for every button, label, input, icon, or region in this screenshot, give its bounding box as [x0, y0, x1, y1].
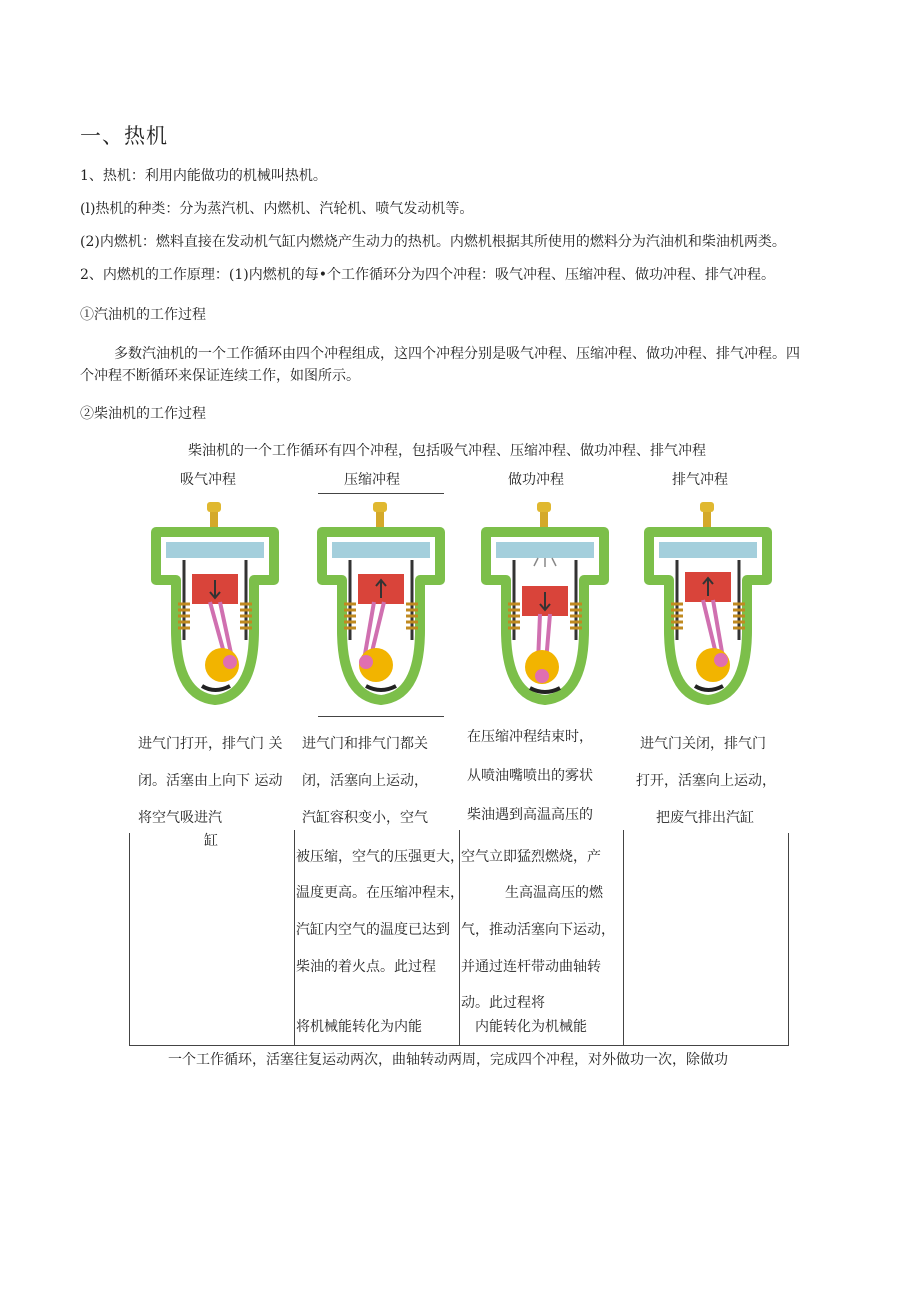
compression-stroke-diagram — [316, 500, 446, 710]
table-border-right — [788, 833, 789, 1046]
cycle-summary: 一个工作循环，活塞往复运动两次，曲轴转动两周，完成四个冲程，对外做功一次，除做功 — [168, 1052, 728, 1068]
power-desc-line: 动。此过程将 — [461, 995, 545, 1011]
subheading-gasoline: ①汽油机的工作过程 — [80, 307, 206, 323]
power-desc-line: 从喷油嘴喷出的雾状 — [467, 768, 593, 784]
compression-frame-top — [318, 493, 444, 494]
paragraph-heat-engine: 1、热机：利用内能做功的机械叫热机。 — [80, 168, 327, 184]
intake-desc-line: 闭。活塞由上向下 运动 — [138, 773, 283, 789]
stroke-title-exhaust: 排气冲程 — [672, 472, 728, 488]
compression-desc-line: 温度更高。在压缩冲程末， — [296, 885, 464, 901]
compression-desc-line: 闭，活塞向上运动， — [302, 773, 428, 789]
compression-frame-bottom — [318, 716, 444, 717]
exhaust-desc-line: 把废气排出汽缸 — [656, 810, 754, 826]
power-desc-line: 气，推动活塞向下运动， — [461, 922, 615, 938]
power-desc-line: 生高温高压的燃 — [505, 885, 603, 901]
gasoline-body-line1: 多数汽油机的一个工作循环由四个冲程组成，这四个冲程分别是吸气冲程、压缩冲程、做功冲程、排气冲程。四 — [114, 346, 800, 362]
exhaust-stroke-diagram — [643, 500, 773, 710]
subheading-diesel: ②柴油机的工作过程 — [80, 406, 206, 422]
spark-plug-icon — [373, 502, 387, 512]
paragraph-working-principle: 2、内燃机的工作原理：(1)内燃机的每•个工作循环分为四个冲程：吸气冲程、压缩冲程、做功冲程、排气冲程。 — [80, 267, 775, 283]
table-border-left — [129, 833, 130, 1046]
paragraph-internal-combustion: (2)内燃机：燃料直接在发动机气缸内燃烧产生动力的热机。内燃机根据其所使用的燃料分为汽油机和柴油机两类。 — [80, 234, 786, 250]
table-divider-3 — [623, 830, 624, 1046]
power-desc-line: 在压缩冲程结束时， — [467, 729, 593, 745]
spark-plug-icon — [537, 502, 551, 512]
paragraph-engine-types: (l)热机的种类：分为蒸汽机、内燃机、汽轮机、喷气发动机等。 — [80, 201, 474, 217]
power-desc-line: 并通过连杆带动曲轴转 — [461, 959, 601, 975]
compression-desc-line: 汽缸容积变小，空气 — [302, 810, 428, 826]
intake-desc-line: 缸 — [204, 833, 218, 849]
power-desc-line: 空气立即猛烈燃烧，产 — [461, 849, 601, 865]
intake-stroke-diagram — [150, 500, 280, 710]
stroke-title-intake: 吸气冲程 — [180, 472, 236, 488]
spark-plug-icon — [700, 502, 714, 512]
stroke-title-compression: 压缩冲程 — [344, 472, 400, 488]
intake-desc-line: 将空气吸进汽 — [138, 810, 222, 826]
table-border-bottom — [129, 1045, 789, 1046]
section-heading: 一、热机 — [80, 124, 168, 148]
power-desc-line: 柴油遇到高温高压的 — [467, 807, 593, 823]
exhaust-desc-line: 进气门关闭，排气门 — [640, 736, 766, 752]
table-divider-1 — [294, 830, 295, 1046]
exhaust-desc-line: 打开，活塞向上运动， — [636, 773, 776, 789]
power-desc-line: 内能转化为机械能 — [475, 1019, 587, 1035]
gasoline-body-line2: 个冲程不断循环来保证连续工作，如图所示。 — [80, 368, 360, 384]
compression-desc-line: 柴油的着火点。此过程 — [296, 959, 436, 975]
compression-desc-line: 进气门和排气门都关 — [302, 736, 428, 752]
diesel-intro: 柴油机的一个工作循环有四个冲程，包括吸气冲程、压缩冲程、做功冲程、排气冲程 — [188, 443, 706, 459]
compression-desc-line: 被压缩，空气的压强更大， — [296, 849, 464, 865]
power-stroke-diagram — [480, 500, 610, 710]
spark-plug-icon — [207, 502, 221, 512]
compression-desc-line: 汽缸内空气的温度已达到 — [296, 922, 450, 938]
stroke-title-power: 做功冲程 — [508, 472, 564, 488]
compression-desc-line: 将机械能转化为内能 — [296, 1019, 422, 1035]
intake-desc-line: 进气门打开，排气门 关 — [138, 736, 283, 752]
